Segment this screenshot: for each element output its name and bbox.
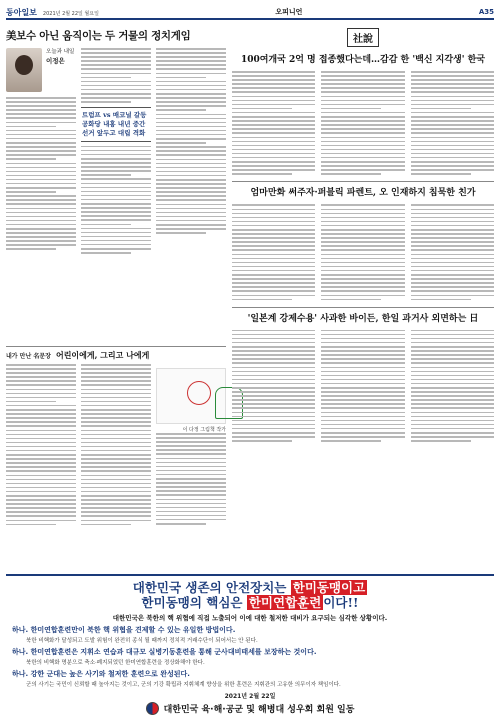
editorial-1-title: 100여개국 2억 명 접종했다는데…감감 한 '백신 지각생' 한국 (240, 55, 486, 65)
emblem-icon (146, 702, 159, 715)
ad-item-title: 하나. 한미연합훈련만이 북한 핵 위협을 견제할 수 있는 유일한 방법이다. (12, 626, 236, 634)
essay-body-1 (6, 364, 76, 528)
ad-item-desc: 북한의 비핵화 명분으로 축소·폐지되었던 한미연합훈련을 정상화해야 한다. (26, 660, 205, 666)
masthead-logo: 동아일보 (6, 6, 37, 17)
editorial-section (232, 24, 494, 570)
illustration-caption: 이 다정 그림책 작가 (182, 427, 226, 433)
ad-item (12, 669, 488, 688)
ad-organization (12, 702, 488, 715)
essay-body-2 (81, 364, 151, 528)
ad-item-desc: 북한 비핵화가 달성되고 도발 위험이 완전히 종식 될 때까지 정치적 거래수단이 되어서는 안 된다. (26, 638, 258, 644)
column-body-3 (81, 146, 151, 254)
page-number: A35 (478, 8, 494, 16)
editorial-label: 社說 (347, 28, 379, 47)
author-box (6, 48, 76, 92)
editorial-1-body (232, 71, 494, 177)
pull-quote: 트럼프 vs 매코널 갈등 공화당 내홍 내년 중간선거 앞두고 대립 격화 (81, 107, 151, 142)
ad-item-title: 하나. 한미연합훈련은 지휘소 연습과 대규모 실병기동훈련을 통해 군사대비태세를 보장하는 것이다. (12, 648, 317, 656)
column-body-2 (81, 48, 151, 103)
essay-body-3 (156, 433, 226, 525)
essay-series: 내가 만난 名문장 (6, 353, 51, 360)
ad-item (12, 625, 488, 644)
ad-headline-1: 대한민국 생존의 안전장치는 한미동맹이고 (132, 580, 366, 595)
ad-org-name: 대한민국 육·해·공군 및 해병대 성우회 회원 일동 (163, 705, 355, 715)
advertisement (6, 574, 494, 715)
ad-item (12, 647, 488, 666)
column-title: 美보수 아닌 움직이는 두 거물의 정치게임 (6, 30, 191, 42)
ad-item-title: 하나. 강한 군대는 높은 사기와 철저한 훈련으로 완성된다. (12, 670, 190, 678)
ad-date: 2021년 2월 22일 (224, 693, 276, 700)
section-name: 오피니언 (275, 8, 303, 16)
ad-headline-2: 한미동맹의 핵심은 한미연합훈련 이다!! (141, 595, 359, 610)
ad-item-desc: 군의 사기는 국민이 신뢰할 때 높아지는 것이고, 군의 기강 확립과 지휘체계 향상을 위한 훈련은 지휘관의 고유한 의무이자 책임이다. (26, 682, 341, 688)
column-body-1 (6, 97, 76, 250)
author-photo (6, 48, 42, 92)
column-article (6, 24, 226, 345)
ad-subtitle: 대한민국은 북한의 핵 위협에 직접 노출되어 이에 대한 철저한 대비가 요구되는 심각한 상황이다. (112, 614, 388, 622)
essay-article (6, 346, 226, 570)
column-series: 오늘과 내일 (46, 49, 75, 55)
ad-highlight-2: 한미연합훈련 (248, 595, 322, 610)
editorial-3-body (232, 330, 494, 445)
editorial-3-title: '일본계 강제수용' 사과한 바이든, 한일 과거사 외면하는 日 (247, 313, 479, 324)
column-body-4 (156, 48, 226, 234)
page-header (6, 6, 494, 20)
issue-date: 2021년 2월 22일 월요일 (42, 10, 99, 17)
essay-illustration (156, 368, 226, 424)
editorial-2-body (232, 204, 494, 302)
essay-title: 어린이에게, 그리고 나에게 (55, 350, 150, 360)
editorial-2-title: 엄마만화 써주자·퍼블릭 파렌트, 오 인재하지 침묵한 친가 (250, 188, 476, 199)
author-name: 이정은 (46, 57, 65, 65)
ad-highlight-1: 한미동맹이고 (292, 580, 366, 595)
